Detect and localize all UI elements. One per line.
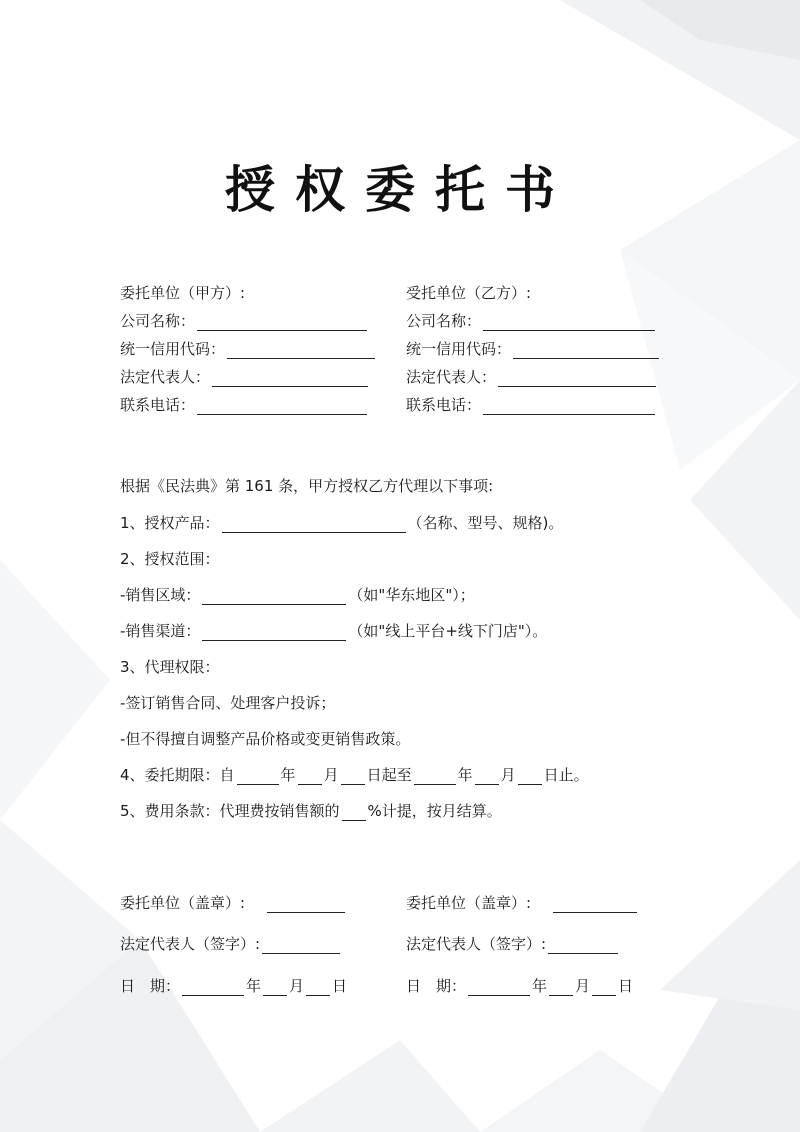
- right-date-year-field[interactable]: [468, 979, 530, 996]
- item-term: [120, 765, 589, 785]
- party-a-phone-label: 联系电话：: [120, 396, 196, 414]
- right-date-label: 日 期：: [406, 977, 467, 995]
- product-label: 1、授权产品：: [120, 514, 220, 532]
- document-title: 授权委托书: [225, 161, 575, 219]
- party-b-company-row: [406, 311, 657, 331]
- right-date-month-text: 月: [575, 977, 591, 995]
- left-seal-field[interactable]: [267, 896, 345, 913]
- party-a-phone-field[interactable]: [197, 398, 367, 415]
- party-b-phone-label: 联系电话：: [406, 396, 482, 414]
- left-seal-row: [120, 893, 347, 913]
- right-rep-field[interactable]: [548, 937, 618, 954]
- right-date-day-text: 日: [618, 977, 634, 995]
- intro-text: 根据《民法典》第 161 条，甲方授权乙方代理以下事项:: [120, 477, 494, 495]
- right-seal-label: 委托单位（盖章）:: [406, 894, 532, 912]
- party-b-phone-row: [406, 395, 657, 415]
- region-note: （如"华东地区"）；: [348, 586, 475, 604]
- party-a-credit-row: [120, 339, 377, 359]
- right-date-row: [406, 976, 633, 996]
- term-end-text: 日止。: [543, 766, 589, 784]
- party-a-rep-field[interactable]: [212, 370, 368, 387]
- right-date-day-field[interactable]: [592, 979, 616, 996]
- product-note: （名称、型号、规格)。: [407, 514, 564, 532]
- item-scope-heading: 2、授权范围：: [120, 550, 220, 568]
- party-a-company-label: 公司名称：: [120, 312, 196, 330]
- right-seal-field[interactable]: [553, 896, 637, 913]
- party-a-rep-row: [120, 367, 370, 387]
- right-date-year-text: 年: [532, 977, 548, 995]
- item-fee: [120, 801, 502, 821]
- term-end-month-text: 月: [500, 766, 516, 784]
- party-a-heading: 委托单位（甲方）:: [120, 284, 246, 302]
- party-b-heading: 受托单位（乙方）:: [406, 284, 532, 302]
- party-b-phone-field[interactable]: [483, 398, 655, 415]
- left-date-day-field[interactable]: [306, 979, 330, 996]
- party-a-credit-label: 统一信用代码：: [120, 340, 226, 358]
- region-field[interactable]: [202, 588, 346, 605]
- left-date-row: [120, 976, 347, 996]
- party-b-rep-label: 法定代表人：: [406, 368, 497, 386]
- right-rep-row: [406, 934, 620, 954]
- item-authority-1: -签订销售合同、处理客户投诉；: [120, 694, 336, 712]
- party-b-credit-row: [406, 339, 661, 359]
- item-channel: [120, 621, 547, 641]
- channel-label: -销售渠道：: [120, 622, 201, 640]
- channel-note: （如"线上平台+线下门店"）。: [348, 622, 548, 640]
- term-start-month-field[interactable]: [298, 768, 322, 785]
- term-end-month-field[interactable]: [475, 768, 499, 785]
- item-authority-2: -但不得擅自调整产品价格或变更销售政策。: [120, 730, 411, 748]
- party-b-credit-field[interactable]: [513, 342, 659, 359]
- item-region: [120, 585, 475, 605]
- item-product: [120, 513, 563, 533]
- fee-percent-field[interactable]: [342, 804, 366, 821]
- term-start-year-field[interactable]: [237, 768, 279, 785]
- term-end-day-field[interactable]: [518, 768, 542, 785]
- party-a-company-row: [120, 311, 369, 331]
- product-field[interactable]: [222, 516, 406, 533]
- term-label: 4、委托期限：自: [120, 766, 235, 784]
- left-rep-label: 法定代表人（签字）:: [120, 935, 261, 953]
- left-date-month-text: 月: [289, 977, 305, 995]
- party-a-rep-label: 法定代表人：: [120, 368, 211, 386]
- left-date-label: 日 期：: [120, 977, 181, 995]
- term-month-text: 月: [323, 766, 339, 784]
- right-date-month-field[interactable]: [549, 979, 573, 996]
- left-date-year-text: 年: [246, 977, 262, 995]
- fee-label: 5、费用条款：代理费按销售额的: [120, 802, 340, 820]
- party-b-company-label: 公司名称：: [406, 312, 482, 330]
- left-date-month-field[interactable]: [263, 979, 287, 996]
- party-a-phone-row: [120, 395, 369, 415]
- term-from-text: 日起至: [366, 766, 412, 784]
- right-rep-label: 法定代表人（签字）:: [406, 935, 547, 953]
- term-end-year-field[interactable]: [414, 768, 456, 785]
- left-rep-row: [120, 934, 342, 954]
- term-end-year-text: 年: [457, 766, 473, 784]
- term-year-text: 年: [280, 766, 296, 784]
- party-b-rep-field[interactable]: [498, 370, 656, 387]
- party-a-credit-field[interactable]: [227, 342, 375, 359]
- fee-note: %计提，按月结算。: [367, 802, 502, 820]
- term-start-day-field[interactable]: [341, 768, 365, 785]
- left-seal-label: 委托单位（盖章）:: [120, 894, 246, 912]
- left-date-day-text: 日: [332, 977, 348, 995]
- item-authority-heading: 3、代理权限：: [120, 658, 220, 676]
- party-a-company-field[interactable]: [197, 314, 367, 331]
- region-label: -销售区域：: [120, 586, 201, 604]
- party-b-credit-label: 统一信用代码：: [406, 340, 512, 358]
- party-b-rep-row: [406, 367, 658, 387]
- party-b-company-field[interactable]: [483, 314, 655, 331]
- right-seal-row: [406, 893, 639, 913]
- channel-field[interactable]: [202, 624, 346, 641]
- left-rep-field[interactable]: [262, 937, 340, 954]
- left-date-year-field[interactable]: [182, 979, 244, 996]
